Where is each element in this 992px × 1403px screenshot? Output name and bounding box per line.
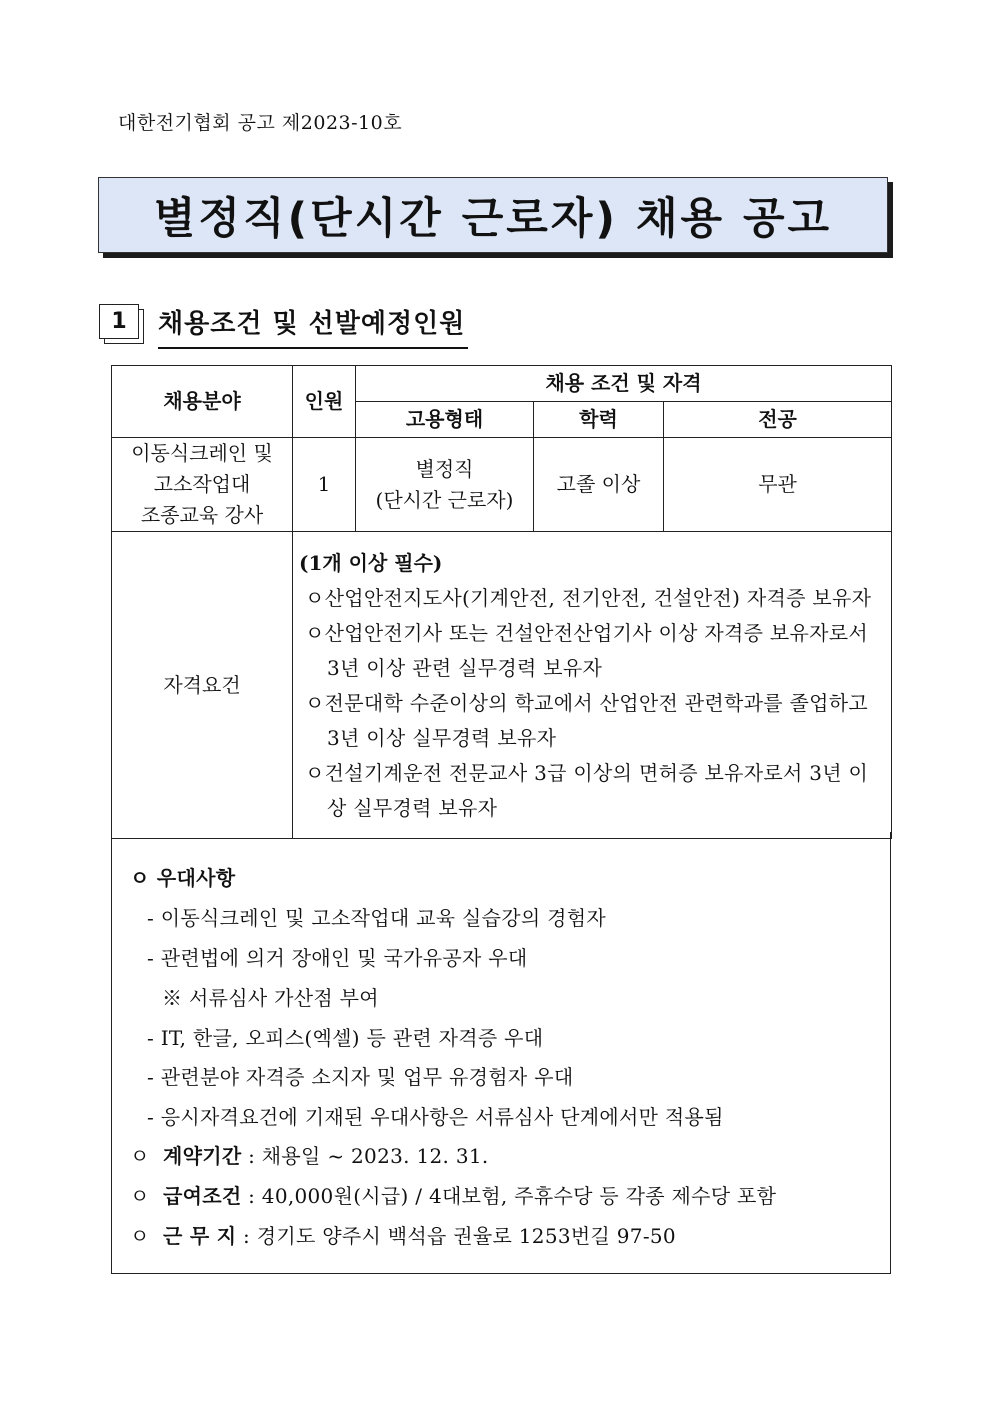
cell-education: 고졸 이상 <box>534 438 664 532</box>
preferences-heading-text: ㅇ 우대사항 <box>130 866 236 890</box>
notice-number: 대한전기협회 공고 제2023-10호 <box>118 112 403 134</box>
workplace-value: : 경기도 양주시 백석읍 권율로 1253번길 97-50 <box>243 1224 676 1248</box>
preference-line: - IT, 한글, 오피스(엑셀) 등 관련 자격증 우대 <box>147 1026 544 1050</box>
cell-major: 무관 <box>664 438 892 532</box>
workplace <box>130 1220 676 1249</box>
qualification-label: 자격요건 <box>112 532 293 839</box>
header-employment-type: 고용형태 <box>356 402 534 438</box>
cell-employment-type <box>356 438 534 532</box>
contract-label: 계약기간 <box>162 1144 242 1168</box>
contract-period <box>130 1140 489 1169</box>
qualification-item: ㅇ산업안전지도사(기계안전, 전기안전, 건설안전) 자격증 보유자 <box>305 586 872 610</box>
cell-field <box>112 438 293 532</box>
recruitment-table <box>111 365 892 839</box>
preference-note: ※ 서류심사 가산점 부여 <box>162 986 379 1010</box>
preference-line: - 관련분야 자격증 소지자 및 업무 유경험자 우대 <box>147 1065 574 1089</box>
qualification-item: ㅇ건설기계운전 전문교사 3급 이상의 면허증 보유자로서 3년 이상 실무경력 보유자 <box>305 761 869 820</box>
contract-bullet: ㅇ <box>130 1144 150 1168</box>
title-box <box>98 177 888 253</box>
details-box <box>111 832 891 1274</box>
field-line: 고소작업대 <box>153 472 251 496</box>
header-education: 학력 <box>534 402 664 438</box>
employment-type-line: 별정직 <box>415 456 474 481</box>
preferences-heading <box>130 862 235 891</box>
header-field: 채용분야 <box>112 366 293 438</box>
section-number: 1 <box>99 304 139 339</box>
field-line: 조종교육 강사 <box>140 503 264 527</box>
salary-label: 급여조건 <box>162 1184 242 1208</box>
qualification-item: ㅇ산업안전기사 또는 건설안전산업기사 이상 자격증 보유자로서 3년 이상 관련 실무경력 보유자 <box>305 621 869 680</box>
header-major: 전공 <box>664 402 892 438</box>
section-title: 채용조건 및 선발예정인원 <box>158 303 468 349</box>
salary-value: : 40,000원(시급) / 4대보험, 주휴수당 등 각종 제수당 포함 <box>248 1184 777 1208</box>
contract-value: : 채용일 ~ 2023. 12. 31. <box>248 1144 489 1168</box>
qualification-title: (1개 이상 필수) <box>299 551 443 575</box>
cell-count: 1 <box>293 438 356 532</box>
salary-bullet: ㅇ <box>130 1184 150 1208</box>
salary-conditions <box>130 1180 776 1209</box>
header-count: 인원 <box>293 366 356 438</box>
preference-line: - 관련법에 의거 장애인 및 국가유공자 우대 <box>147 946 528 970</box>
title-banner <box>98 177 888 253</box>
page-title: 별정직(단시간 근로자) 채용 공고 <box>153 193 833 244</box>
qualification-item: ㅇ전문대학 수준이상의 학교에서 산업안전 관련학과를 졸업하고 3년 이상 실무경력 보유자 <box>305 691 869 750</box>
employment-type-line: (단시간 근로자) <box>375 487 514 512</box>
workplace-label: 근 무 지 <box>162 1224 237 1248</box>
preference-line: - 응시자격요건에 기재된 우대사항은 서류심사 단계에서만 적용됨 <box>147 1105 724 1129</box>
header-conditions: 채용 조건 및 자격 <box>356 366 892 402</box>
field-line: 이동식크레인 및 <box>131 441 273 465</box>
qualification-cell <box>293 532 892 839</box>
preference-line: - 이동식크레인 및 고소작업대 교육 실습강의 경험자 <box>147 906 607 930</box>
workplace-bullet: ㅇ <box>130 1224 150 1248</box>
